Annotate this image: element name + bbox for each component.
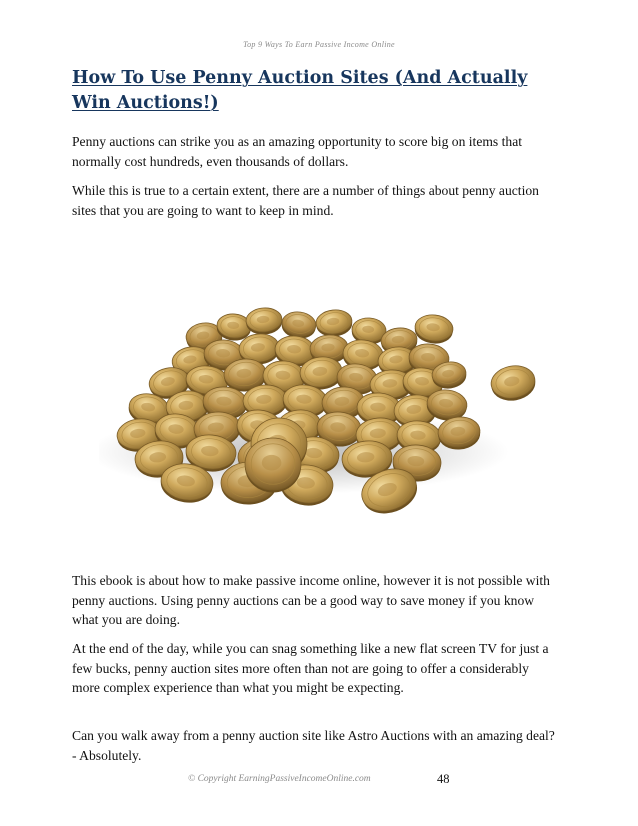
paragraph-caution: While this is true to a certain extent, there are a number of things about penny auction sites that you are going to want to keep in mind.: [72, 183, 539, 218]
coin: [245, 307, 283, 336]
coin-group: [115, 307, 538, 521]
coin-pile-image: [99, 232, 539, 548]
running-header: Top 9 Ways To Earn Passive Income Online: [243, 40, 395, 49]
pile-of-coins-photo: [99, 232, 539, 548]
paragraph-ebook-note: This ebook is about how to make passive income online, however it is not possible with penny auctions. Using penny auctions can be a good way to save money if you know what you are doing.: [72, 573, 550, 627]
coin: [245, 438, 301, 493]
paragraph-intro: Penny auctions can strike you as an amazing opportunity to score big on items that normally cost hundreds, even thousands of dollars.: [72, 134, 523, 169]
coin: [413, 313, 454, 345]
page-number: 48: [437, 772, 450, 786]
page-footer: [0, 774, 638, 790]
paragraph-question: Can you walk away from a penny auction site like Astro Auctions with an amazing deal? - Absolutely.: [72, 728, 555, 763]
paragraph-end-of-day: At the end of the day, while you can snag something like a new flat screen TV for just a few bucks, penny auction sites more often than not are going to offer a considerably more complex experience than what you might be expecting.: [72, 641, 549, 695]
page-title: How To Use Penny Auction Sites (And Actually Win Auctions!): [72, 68, 528, 113]
copyright-notice: © Copyright EarningPassiveIncomeOnline.com: [188, 774, 371, 784]
coin: [315, 308, 354, 338]
coin: [489, 362, 538, 404]
